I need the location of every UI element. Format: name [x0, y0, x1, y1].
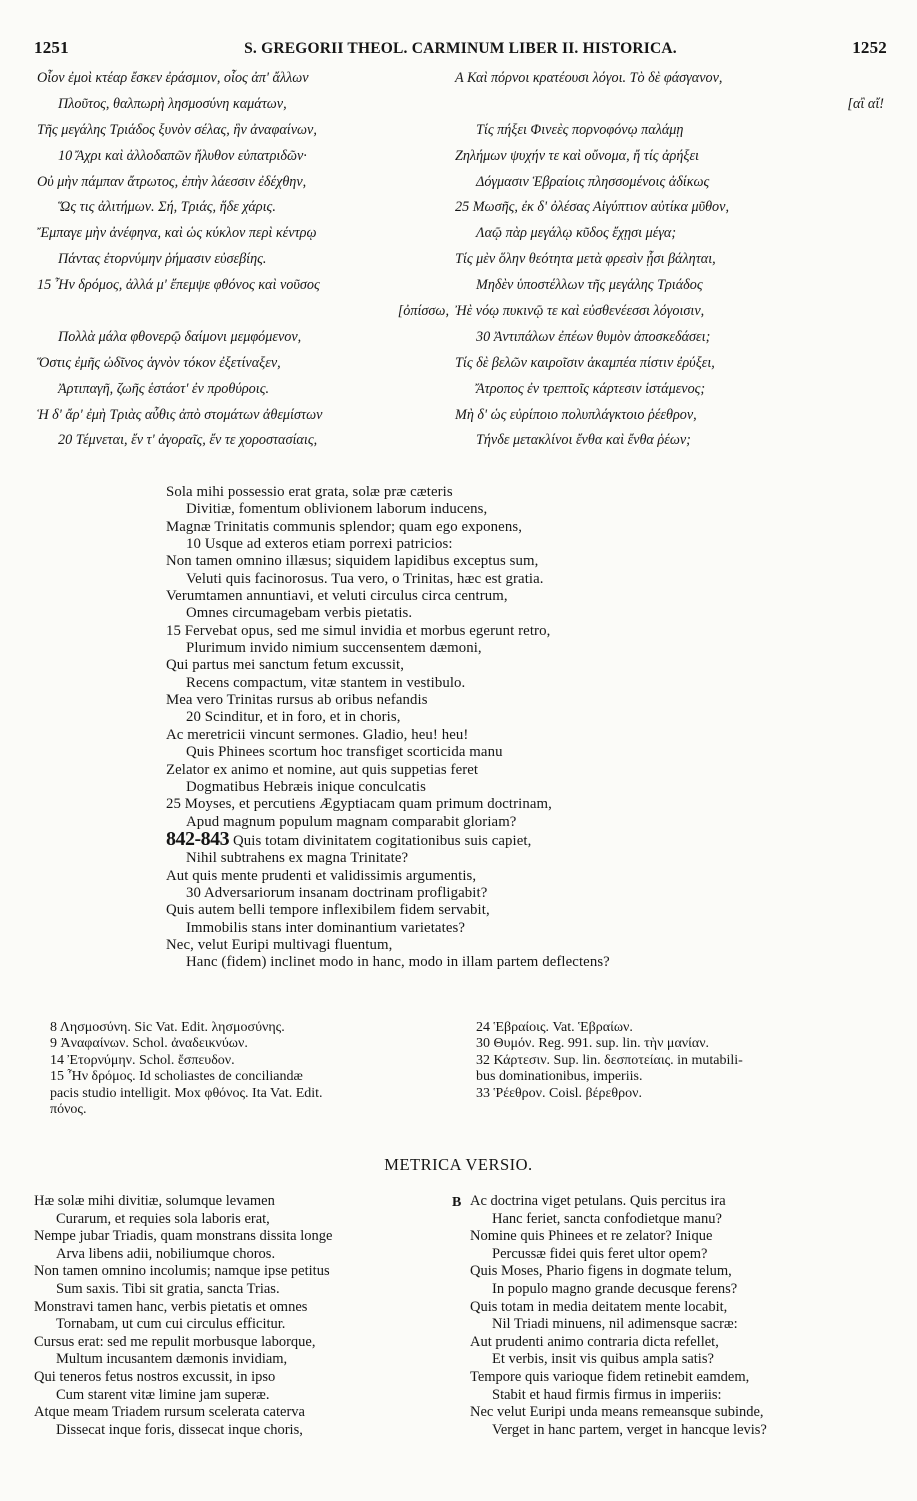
metrica-verse-line [470, 1334, 767, 1352]
line-text: Sola mihi possessio erat grata, solæ præ cæteris [166, 484, 453, 500]
line-text: [αἲ αἴ! [847, 95, 884, 112]
metrica-verse-line [470, 1369, 767, 1387]
line-text: 10 Usque ad exteros etiam porrexi patricios: [186, 536, 453, 553]
greek-verse-line [37, 195, 455, 221]
greek-text-right-column [455, 66, 890, 454]
line-text: Omnes circumagebam verbis pietatis. [186, 605, 413, 622]
line-text: 15 Ἦν δρόμος, ἀλλά μ' ἔπεμψε φθόνος καὶ νοῦσος [37, 277, 320, 294]
metrica-versio-heading: METRICA VERSIO. [384, 1155, 533, 1174]
line-text: 8 Λησμοσύνη. Sic Vat. Edit. λησμοσύνης. [50, 1020, 285, 1035]
footnotes-right [476, 1020, 743, 1102]
metrica-verse-line [470, 1193, 767, 1211]
line-text: 10 Ἄχρι καὶ ἀλλοδαπῶν ἤλυθον εὐπατριδῶν· [58, 147, 307, 164]
latin-prose-line [166, 814, 610, 831]
footnote-line [50, 1086, 323, 1102]
line-text: 32 Κάρτεσιν. Sup. lin. δεσποτείαις. in mutabili- [476, 1052, 743, 1068]
line-text: Οὐ μὴν πάμπαν ἄτρωτος, ἐπὴν λάεσσιν ἐδέχθην, [37, 173, 307, 190]
line-text: bus dominationibus, imperiis. [476, 1069, 643, 1085]
line-text: 14 Ἐτορνύμην. Schol. ἔσπευδον. [50, 1052, 235, 1068]
latin-prose-line [166, 827, 610, 850]
metrica-verse-line [470, 1316, 767, 1334]
metrica-verse-line [34, 1351, 332, 1369]
line-text: Πολλὰ μάλα φθονερῷ δαίμονι μεμφόμενον, [58, 328, 302, 345]
line-text: Dogmatibus Hebræis inique conculcatis [186, 778, 426, 795]
line-text: Non tamen omnino illæsus; siquidem lapidibus exceptus sum, [166, 553, 539, 570]
line-text: Nil Triadi minuens, nil adimensque sacræ: [492, 1316, 738, 1333]
line-text: Τίς μὲν ὅλην θεότητα μετὰ φρεσὶν ᾗσι βάληται, [455, 251, 716, 268]
line-text: Qui teneros fetus nostros excussit, in ipso [34, 1368, 276, 1385]
metrica-verse-line [470, 1246, 767, 1264]
greek-verse-line [37, 299, 455, 325]
metrica-verse-line [34, 1369, 332, 1387]
line-text: Ὅστις ἐμῆς ὠδῖνος ἁγνὸν τόκον ἐξετίναξεν, [37, 354, 281, 371]
line-text: Tempore quis varioque fidem retinebit eamdem, [470, 1368, 750, 1385]
footnote-line [476, 1086, 743, 1102]
line-text: Curarum, et requies sola laboris erat, [56, 1210, 270, 1227]
greek-verse-line [37, 144, 455, 170]
line-text: Ac meretricii vincunt sermones. Gladio, heu! heu! [166, 726, 469, 743]
metrica-verse-line [470, 1351, 767, 1369]
line-text: Δόγμασιν Ἑβραίοις πλησσομένοις ἀδίκως [476, 173, 710, 190]
line-text: Aut prudenti animo contraria dicta refellet, [470, 1333, 719, 1350]
line-text: Magnæ Trinitatis communis splendor; quam ego exponens, [166, 518, 522, 535]
metrica-verse-line [470, 1211, 767, 1229]
line-text: 15 Ἦν δρόμος. Id scholiastes de conciliandæ [50, 1069, 303, 1085]
line-text: Quis Moses, Phario figens in dogmate telum, [470, 1263, 732, 1280]
line-text: Ἄτροπος ἐν τρεπτοῖς κάρτεσιν ἱστάμενος; [476, 380, 706, 397]
greek-verse-line [37, 428, 455, 454]
latin-prose-line [166, 605, 610, 622]
line-text: Cursus erat: sed me repulit morbusque laborque, [34, 1333, 316, 1350]
greek-verse-line [37, 403, 455, 429]
line-text: Arva libens adii, nobiliumque choros. [56, 1245, 276, 1262]
line-text: Quis Phinees scortum hoc transfiget scorticida manu [186, 744, 503, 761]
footnote-line [50, 1020, 323, 1036]
metrica-verse-line [34, 1404, 332, 1422]
metrica-verse-line [470, 1281, 767, 1299]
line-text: Τῆς μεγάλης Τριάδος ξυνὸν σέλας, ἣν ἀναφαίνων, [37, 121, 317, 138]
line-text: Verumtamen annuntiavi, et veluti circulus circa centrum, [166, 588, 508, 605]
line-text: Atque meam Triadem rursum scelerata caterva [34, 1404, 305, 1421]
line-text: Sum saxis. Tibi sit gratia, sancta Trias. [56, 1280, 280, 1297]
line-text: Hanc (fidem) inclinet modo in hanc, modo in illam partem deflectens? [186, 954, 610, 971]
line-text: Nomine quis Phinees et re zelator? Inique [470, 1228, 713, 1245]
footnote-line [50, 1102, 323, 1118]
greek-verse-line [455, 144, 890, 170]
latin-prose-line [166, 640, 610, 657]
greek-verse-line [37, 325, 455, 351]
greek-verse-line [455, 66, 890, 92]
line-text: 33 Ῥέεθρον. Coisl. βέρεθρον. [476, 1085, 642, 1101]
line-text: Zelator ex animo et nomine, aut quis suppetias feret [166, 761, 479, 778]
line-text: Aut quis mente prudenti et validissimis argumentis, [166, 867, 477, 884]
greek-verse-line [37, 92, 455, 118]
greek-verse-line [455, 221, 890, 247]
greek-verse-line [455, 195, 890, 221]
latin-prose-line [166, 850, 610, 867]
line-text: Nihil subtrahens ex magna Trinitate? [186, 850, 409, 867]
footnote-line [50, 1053, 323, 1069]
line-text: 15 Fervebat opus, sed me simul invidia et morbus egerunt retro, [166, 622, 551, 639]
greek-verse-line [37, 247, 455, 273]
metrica-verse-line [34, 1211, 332, 1229]
latin-prose-line [166, 484, 610, 501]
greek-verse-line [455, 118, 890, 144]
latin-prose-line [166, 937, 610, 954]
line-text: 30 Adversariorum insanam doctrinam profligabit? [186, 884, 488, 901]
metrica-verse-line [34, 1316, 332, 1334]
metrica-verse-line [470, 1228, 767, 1246]
line-text: Λαῷ πὰρ μεγάλῳ κῦδος ἔχῃσι μέγα; [476, 225, 677, 242]
line-text: Hanc feriet, sancta confodietque manu? [492, 1210, 722, 1227]
latin-prose-translation [166, 484, 610, 972]
running-title: S. GREGORII THEOL. CARMINUM LIBER II. HISTORICA. [244, 40, 677, 57]
line-text: Μὴ δ' ὡς εὐρίποιο πολυπλάγκτοιο ῥέεθρον, [455, 406, 697, 423]
line-text: Percussæ fidei quis feret ultor opem? [492, 1245, 708, 1262]
latin-prose-line [166, 553, 610, 570]
line-text: Πάντας ἐτορνύμην ῥήμασιν εὐσεβίης. [58, 251, 267, 268]
line-text: A Καὶ πόρνοι κρατέουσι λόγοι. Τὸ δὲ φάσγανον, [455, 70, 723, 86]
metrica-verse-line [34, 1281, 332, 1299]
line-text: Τήνδε μετακλίνοι ἔνθα καὶ ἔνθα ῥέων; [476, 432, 691, 449]
line-text: Quis autem belli tempore inflexibilem fidem servabit, [166, 902, 490, 919]
line-text: Μηδὲν ὑποστέλλων τῆς μεγάλης Τριάδος [476, 277, 703, 294]
line-text: Recens compactum, vitæ stantem in vestibulo. [186, 674, 466, 691]
latin-prose-line [166, 571, 610, 588]
line-text: 9 Ἀναφαίνων. Schol. ἀναδεικνύων. [50, 1036, 248, 1052]
metrica-verse-line [34, 1422, 332, 1440]
line-text: Ἔμπαγε μὴν ἀνέφηνα, καὶ ὡς κύκλον περὶ κέντρῳ [37, 225, 317, 242]
greek-verse-line [455, 351, 890, 377]
latin-prose-line [166, 519, 610, 536]
greek-verse-line [37, 170, 455, 196]
line-text: Ac doctrina viget petulans. Quis percitus ira [470, 1193, 726, 1209]
line-text: Nec velut Euripi unda means remeansque subinde, [470, 1404, 764, 1421]
line-text: Quis totam in media deitatem mente locabit, [470, 1298, 728, 1315]
latin-prose-line [166, 744, 610, 761]
metrica-verse-line [34, 1228, 332, 1246]
line-text: 25 Moyses, et percutiens Ægyptiacam quam primum doctrinam, [166, 796, 552, 813]
greek-verse-line [37, 377, 455, 403]
line-text: 30 Ἀντιπάλων ἐπέων θυμὸν ἀποσκεδάσει; [476, 328, 711, 345]
metrica-verse-line [34, 1193, 332, 1211]
metrica-verse-line [470, 1299, 767, 1317]
line-text: Ἠὲ νόῳ πυκινῷ τε καὶ εὐσθενέεσσι λόγοισιν, [455, 303, 705, 320]
latin-prose-line [166, 727, 610, 744]
greek-verse-line [37, 66, 455, 92]
greek-verse-line [37, 273, 455, 299]
page-number-right: 1252 [852, 38, 887, 57]
line-text: Ἀρτιπαγῆ, ζωῆς ἑστάοτ' ἐν προθύροις. [58, 380, 270, 397]
footnote-line [50, 1069, 323, 1085]
greek-verse-line [455, 403, 890, 429]
line-text: Qui partus mei sanctum fetum excussit, [166, 657, 405, 674]
greek-text-left-column [37, 66, 455, 454]
greek-verse-line [455, 299, 890, 325]
line-text: Ζηλήμων ψυχήν τε καὶ οὔνομα, ἤ τίς ἀρήξει [455, 147, 699, 164]
latin-prose-line [166, 536, 610, 553]
line-text: Πλοῦτος, θαλπωρὴ λησμοσύνη καμάτων, [58, 95, 287, 112]
greek-verse-line [455, 377, 890, 403]
line-text: Cum starent vitæ limine jam superæ. [56, 1386, 270, 1403]
line-text: Ἡ δ' ἄρ' ἐμὴ Τριὰς αὖθις ἀπὸ στομάτων ἀθεμίστων [37, 406, 323, 423]
latin-prose-line [166, 762, 610, 779]
line-text: 24 Ἑβραίοις. Vat. Ἑβραίων. [476, 1020, 633, 1035]
line-text: Οἷον ἐμοὶ κτέαρ ἔσκεν ἐράσμιον, οἷος ἀπ' ἄλλων [37, 70, 309, 86]
greek-verse-line [455, 325, 890, 351]
metrica-right-column [470, 1193, 767, 1439]
latin-prose-line [166, 885, 610, 902]
greek-verse-line [37, 351, 455, 377]
greek-verse-line [455, 92, 890, 118]
line-text: Tornabam, ut cum cui circulus efficitur. [56, 1316, 286, 1333]
line-text: pacis studio intelligit. Mox φθόνος. Ita Vat. Edit. [50, 1085, 323, 1101]
footnote-line [476, 1069, 743, 1085]
footnote-line [476, 1053, 743, 1069]
greek-verse-line [455, 273, 890, 299]
line-text: Plurimum invido nimium succensentem dæmoni, [186, 640, 482, 657]
line-text: Monstravi tamen hanc, verbis pietatis et omnes [34, 1298, 308, 1315]
greek-verse-line [37, 118, 455, 144]
latin-prose-line [166, 675, 610, 692]
line-text: Stabit et haud firmis firmus in imperiis: [492, 1386, 722, 1403]
line-text: 30 Θυμόν. Reg. 991. sup. lin. τὴν μανίαν. [476, 1036, 710, 1052]
latin-prose-line [166, 501, 610, 518]
metrica-verse-line [470, 1387, 767, 1405]
latin-prose-line [166, 657, 610, 674]
latin-prose-line [166, 623, 610, 640]
line-text: Τίς πήξει Φινεὲς πορνοφόνῳ παλάμῃ [476, 121, 684, 138]
line-text: Ὥς τις ἀλιτήμων. Σή, Τριάς, ἥδε χάρις. [58, 199, 276, 216]
footnotes-left [50, 1020, 323, 1118]
metrica-verse-line [34, 1246, 332, 1264]
line-text: Multum incusantem dæmonis invidiam, [56, 1351, 288, 1368]
line-text: Nec, velut Euripi multivagi fluentum, [166, 936, 393, 953]
line-text: In populo magno grande decusque ferens? [492, 1280, 738, 1297]
line-text: 20 Τέμνεται, ἔν τ' ἀγοραῖς, ἔν τε χοροστασίαις, [58, 432, 318, 449]
latin-prose-line [166, 920, 610, 937]
latin-prose-line [166, 868, 610, 885]
line-text: Nempe jubar Triadis, quam monstrans dissita longe [34, 1228, 333, 1245]
latin-prose-line [166, 709, 610, 726]
line-text: πόνος. [50, 1102, 87, 1118]
line-text: [ὀπίσσω, [397, 303, 449, 320]
line-text: 25 Μωσῆς, ἐκ δ' ὀλέσας Αἰγύπτιον αὐτίκα μῦθον, [455, 199, 729, 216]
line-text: Apud magnum populum magnam comparabit gloriam? [186, 813, 517, 830]
greek-verse-line [37, 221, 455, 247]
line-text: Et verbis, insit vis quibus ampla satis? [492, 1351, 714, 1368]
latin-prose-line [166, 954, 610, 971]
metrica-verse-line [34, 1334, 332, 1352]
line-text: Dissecat inque foris, dissecat inque choris, [56, 1421, 303, 1438]
latin-prose-line [166, 779, 610, 796]
line-text: Quis totam divinitatem cogitationibus suis capiet, [232, 832, 532, 849]
latin-prose-line [166, 902, 610, 919]
latin-prose-line [166, 796, 610, 813]
line-text: Non tamen omnino incolumis; namque ipse petitus [34, 1263, 330, 1280]
metrica-verse-line [34, 1263, 332, 1281]
latin-prose-line [166, 588, 610, 605]
line-text: Veluti quis facinorosus. Tua vero, o Trinitas, hæc est gratia. [186, 570, 544, 587]
line-text: Τίς δὲ βελῶν καιροῖσιν ἀκαμπέα πίστιν ἐρύξει, [455, 354, 715, 371]
column-number-marker: 842-843 [166, 827, 230, 850]
greek-verse-line [455, 247, 890, 273]
metrica-verse-line [470, 1404, 767, 1422]
metrica-verse-line [470, 1422, 767, 1440]
line-text: 20 Scinditur, et in foro, et in choris, [186, 709, 401, 726]
footnote-line [476, 1020, 743, 1036]
line-text: Verget in hanc partem, verget in hancque levis? [492, 1421, 767, 1438]
metrica-verse-line [470, 1263, 767, 1281]
footnote-line [50, 1036, 323, 1052]
greek-verse-line [455, 170, 890, 196]
line-text: Divitiæ, fomentum oblivionem laborum inducens, [186, 501, 488, 518]
page-header [34, 38, 887, 58]
greek-verse-line [455, 428, 890, 454]
line-text: Hæ solæ mihi divitiæ, solumque levamen [34, 1193, 275, 1209]
metrica-left-column [34, 1193, 332, 1439]
line-text: Mea vero Trinitas rursus ab oribus nefandis [166, 692, 428, 709]
column-marker-b: B [452, 1195, 462, 1210]
footnote-line [476, 1036, 743, 1052]
page-number-left: 1251 [34, 38, 69, 57]
latin-prose-line [166, 692, 610, 709]
metrica-verse-line [34, 1387, 332, 1405]
metrica-verse-line [34, 1299, 332, 1317]
line-text: Immobilis stans inter dominantium varietates? [186, 919, 466, 936]
